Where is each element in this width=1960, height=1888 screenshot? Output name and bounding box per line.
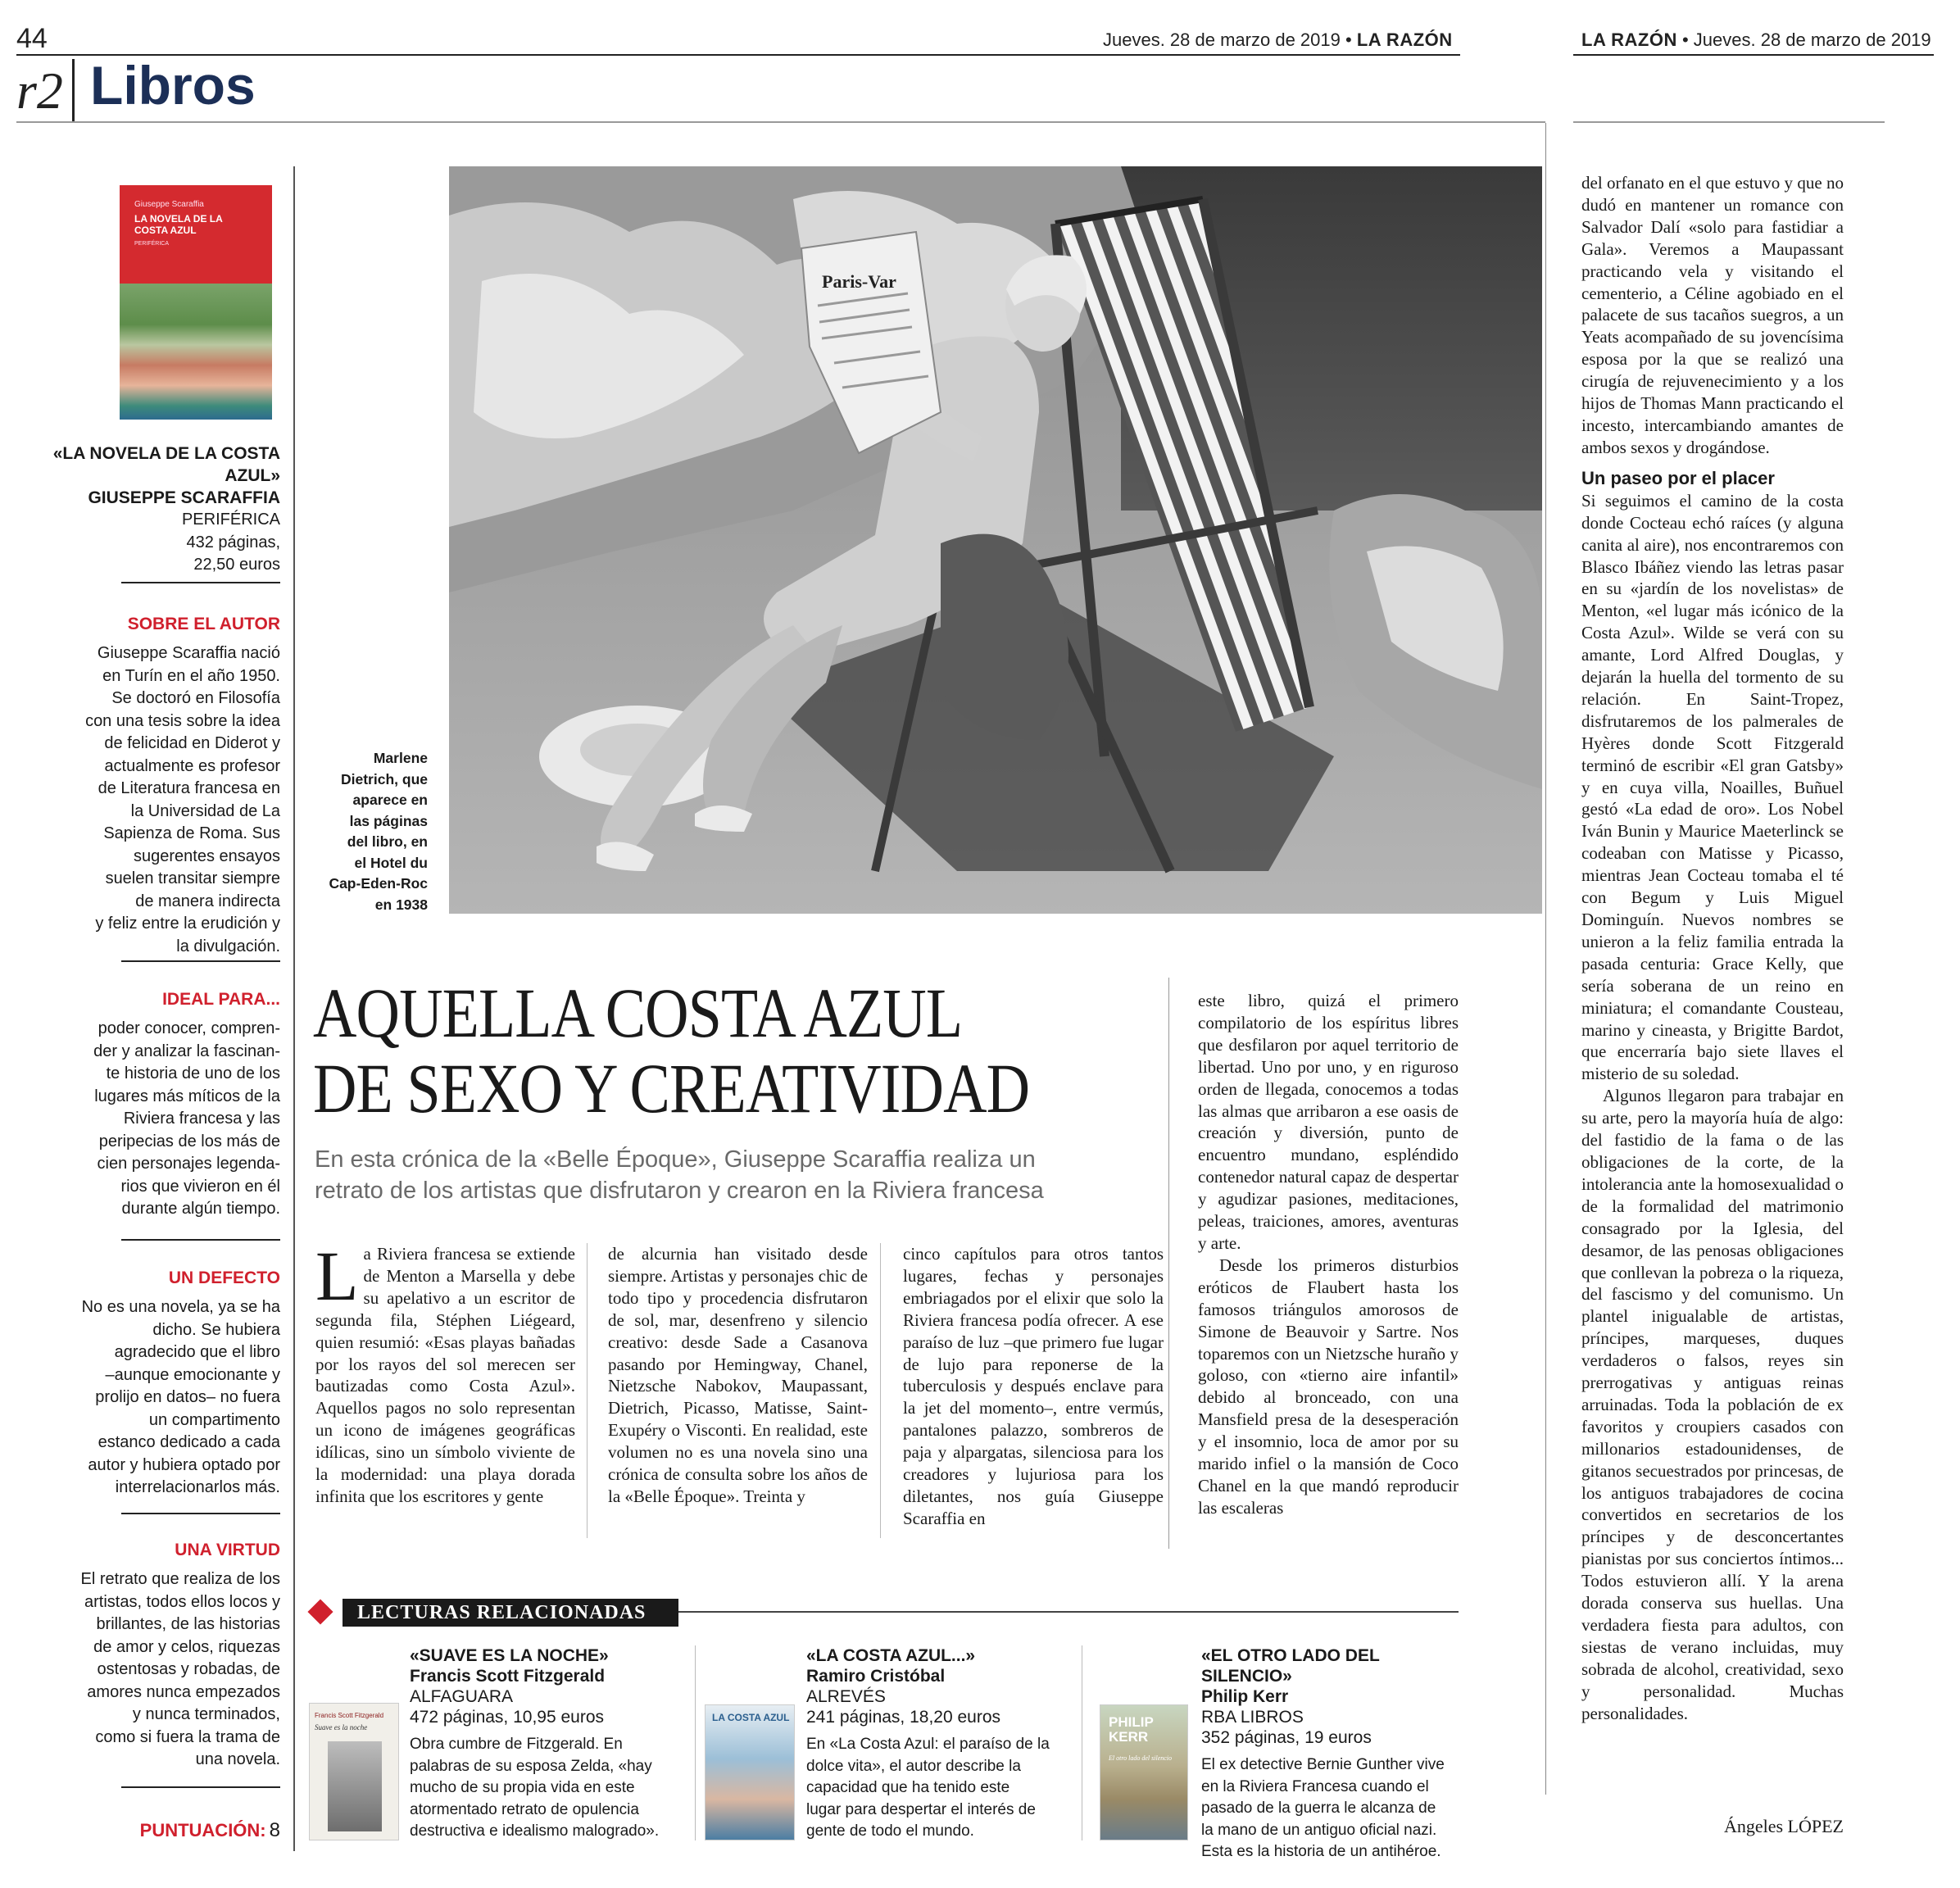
text-line: der y analizar la fascinan- — [93, 1042, 280, 1060]
column-rule — [1168, 978, 1169, 1549]
caption-line: en 1938 — [374, 896, 428, 913]
cover-title: Suave es la noche — [315, 1723, 368, 1731]
defect-text — [25, 1296, 280, 1500]
cover-title: LA COSTA AZUL — [712, 1712, 790, 1723]
text-line: como si fuera la trama de — [95, 1727, 280, 1746]
text-line: lugar para despertar el interés de — [806, 1800, 1036, 1818]
virtue-text — [25, 1568, 280, 1772]
caption-line: Dietrich, que — [341, 770, 428, 787]
text-line: No es una novela, ya se ha — [81, 1298, 280, 1316]
text-line: atormentado retrato de opulencia — [410, 1800, 639, 1818]
text-line: Esta es la historia de un antihéroe. — [1201, 1843, 1441, 1860]
related-title: «LA COSTA AZUL...» — [806, 1646, 976, 1665]
cover-title: LA NOVELA DE LA COSTA AZUL — [134, 213, 223, 236]
related-item-3 — [1201, 1645, 1463, 1863]
text-line: te historia de uno de los — [106, 1064, 280, 1082]
header-rule-bottom-right — [1573, 121, 1885, 123]
book-title: «LA NOVELA DE LA COSTA AZUL» — [52, 444, 280, 485]
text-line: dolce vita», el autor describe la — [806, 1757, 1021, 1775]
r2-logo — [16, 61, 63, 121]
caption-line: del libro, en — [347, 833, 428, 850]
text-line: y feliz entre la erudición y — [95, 914, 280, 933]
text-line: mucho de su propia vida en este — [410, 1779, 635, 1796]
related-details: 352 páginas, 19 euros — [1201, 1728, 1372, 1747]
text-line: con una tesis sobre la idea — [85, 711, 280, 730]
deck-line-1: En esta crónica de la «Belle Époque», Giuseppe Scaraffia realiza un — [315, 1146, 1036, 1173]
column-rule — [695, 1645, 696, 1840]
column-text: de alcurnia han visitado desde siempre. Artistas y personajes chic de todo tipo y procedencia disfrutaron de sol, mar, desenfreno y silencio creativo: desde Sade a Casanova pasando por Hemingway, Chanel, Nietzsche Nabokov, Maupassant, Dietrich, Picasso, Matisse, Saint-Exupéry o Visconti. En realidad, este volumen no es una novela sino una crónica de consulta sobre los años de la «Belle Époque». Treinta y — [608, 1244, 868, 1506]
header-rule-bottom-left — [16, 121, 1545, 123]
column-rule — [880, 1243, 881, 1538]
text-line: brillantes, de las historias — [96, 1615, 280, 1633]
text-line: la divulgación. — [176, 937, 280, 955]
caption-line: Marlene — [373, 750, 428, 766]
ideal-for-text — [25, 1018, 280, 1221]
score-label: PUNTUACIÓN: — [139, 1820, 266, 1840]
paragraph: del orfanato en el que estuvo y que no dudó en mantener un romance con Salvador Dalí «solo para fastidiar a Gala». Veremos a Maupassant practicando vela y visitando el cementerio, a Céline agobiado en el palacete de sus tacaños suegros, a un Yeats acompañado de su jovencísima esposa por la que se realizó una cirugía de rejuvenecimiento y a los hijos de Thomas Mann practicando el incesto, intercambiando amantes de ambos sexos y drogándose. — [1581, 173, 1844, 457]
newspaper-masthead: Paris-Var — [822, 271, 896, 292]
text-line: Riviera francesa y las — [123, 1110, 280, 1128]
headline-line-2: DE SEXO Y CREATIVIDAD — [313, 1049, 1030, 1128]
caption-line: el Hotel du — [354, 854, 428, 871]
cover-author: PHILIP KERR — [1109, 1714, 1154, 1745]
text-line: dicho. Se hubiera — [152, 1320, 280, 1339]
text-line: actualmente es profesor — [104, 756, 280, 775]
column-rule — [587, 1243, 588, 1538]
related-author: Philip Kerr — [1201, 1687, 1289, 1706]
paragraph: Si seguimos el camino de la costa donde Cocteau echó raíces (y alguna canita al aire), nos encontraremos con Blasco Ibáñez viendo las letras pasar en su «jardín de los novelistas» de Menton, «el lugar más icónico de la Costa Azul». Wilde se verá con su amante, Lord Alfred Douglas, y dejarán la huella del tormento de su relación. En Saint-Tropez, disfrutaremos de los palmerales de Hyères donde Scott Fitzgerald terminó de escribir «El gran Gatsby» y en cuya villa, Noailles, Buñuel gestó «La edad de oro». Los Nobel Iván Bunin y Maurice Maeterlinck se codeaban con Matisse y Picasso, mientras Jean Cocteau tomaba el té con Begum y Luis Miguel Dominguín. Nuevos nombres se unieron a la feliz familia entrada la pasada centuria: Grace Kelly, que sería soberana de un reino en miniatura; el comandante Cousteau, marino y cineasta, y Brigitte Bardot, que encerraría bajo siete llaves el misterio de su soledad. — [1581, 490, 1844, 1084]
text-line: interrelacionarlos más. — [115, 1478, 280, 1496]
text-line: ostentosas y robadas, de — [97, 1660, 280, 1678]
caption-line: aparece en — [352, 792, 428, 808]
text-line: El retrato que realiza de los — [80, 1570, 280, 1588]
column-text: a Riviera francesa se extiende de Menton a Marsella y debe su apelativo a un escritor de segunda fila, Stéphen Liégeard, quien resumió: «Esas playas bañadas por los rayos del sol merecen ser bautizadas como Costa Azul». Aquellos pagos no solo representan un icono de imágenes geográficas idílicas, sino un símbolo viviente de la modernidad: una playa dorada infinita que los escritores y gente — [315, 1244, 575, 1506]
logo-divider — [72, 59, 75, 123]
article-subhead: Un paseo por el placer — [1581, 467, 1775, 488]
text-line: El ex detective Bernie Gunther vive — [1201, 1756, 1445, 1773]
virtue-heading: UNA VIRTUD — [175, 1541, 280, 1559]
text-line: durante algún tiempo. — [121, 1200, 280, 1218]
defect-heading: UN DEFECTO — [168, 1268, 280, 1287]
text-line: suelen transitar siempre — [105, 869, 280, 887]
score-value: 8 — [269, 1819, 280, 1841]
book-publisher: PERIFÉRICA — [181, 511, 280, 529]
marlene-dietrich-photo — [449, 166, 1542, 914]
header-left-brand: LA RAZÓN — [1356, 30, 1453, 50]
header-right-date: Jueves. 28 de marzo de 2019 — [1693, 30, 1931, 50]
text-line: y nunca terminados, — [132, 1705, 280, 1723]
text-line: prolijo en datos– no fuera — [95, 1388, 280, 1406]
related-title: «SUAVE ES LA NOCHE» — [410, 1646, 609, 1665]
related-publisher: ALREVÉS — [806, 1687, 886, 1706]
cover-publisher: PERIFÉRICA — [134, 241, 170, 247]
text-line: destructiva e idealismo malogrado». — [410, 1822, 660, 1840]
header-right-dateline — [1581, 30, 1931, 51]
article-column-5 — [1581, 172, 1844, 1803]
text-line: agradecido que el libro — [114, 1343, 280, 1361]
related-details: 472 páginas, 10,95 euros — [410, 1708, 605, 1727]
article-column-1 — [315, 1243, 575, 1546]
text-line: pasado de la guerra le alcanza de — [1201, 1800, 1436, 1817]
header-right-brand: LA RAZÓN — [1581, 30, 1677, 50]
text-line: Obra cumbre de Fitzgerald. En — [410, 1736, 623, 1753]
text-line: gente de todo el mundo. — [806, 1822, 974, 1840]
related-description — [410, 1734, 688, 1843]
text-line: autor y hubiera optado por — [88, 1455, 280, 1474]
bullet: • — [1681, 30, 1694, 50]
related-description — [1201, 1754, 1463, 1863]
paragraph: este libro, quizá el primero compilatorio de los espíritus libres que desfilaron por aquel territorio de libertad. Uno por uno, y en riguroso orden de llegada, conocemos a todas las almas que arribaron a ese oasis de creación y diversión, punto de encuentro mundano, espléndido contenedor natural capaz de despertar y agudizar pasiones, meditaciones, peleas, traiciones, amores, aventuras y arte. — [1198, 991, 1459, 1253]
drop-cap: L — [315, 1243, 359, 1315]
text-line: de Literatura francesa en — [98, 779, 280, 797]
deck-line-2: retrato de los artistas que disfrutaron y crearon en la Riviera francesa — [315, 1178, 1044, 1204]
main-divider — [1545, 123, 1546, 1795]
about-author-text — [25, 642, 280, 958]
article-column-4 — [1198, 990, 1459, 1547]
paragraph: Desde los primeros disturbios eróticos de Flaubert hasta los famosos triángulos amorosos de Simone de Beauvoir y Sartre. Nos toparemos con un Nietzsche huraño y goloso, con «tierno aire infantil» debido al bronceado, con una Mansfield presa de la desesperación y el insomnio, loca de amor por su marido infiel o la mansión de Coco Chanel en la que mandó reproducir las escaleras — [1198, 1255, 1459, 1518]
page-number: 44 — [16, 23, 48, 54]
related-rule — [678, 1611, 1459, 1613]
about-author-heading: SOBRE EL AUTOR — [127, 615, 280, 633]
text-line: rios que vivieron en él — [120, 1177, 280, 1196]
diamond-icon — [307, 1599, 333, 1624]
text-line: la mano de un antiguo oficial nazi. — [1201, 1821, 1437, 1839]
sidebar-divider — [293, 166, 295, 1851]
related-details: 241 páginas, 18,20 euros — [806, 1708, 1001, 1727]
caption-line: las páginas — [349, 812, 428, 829]
book-pages: 432 páginas, — [186, 533, 280, 551]
sidebar-rule — [121, 1786, 280, 1788]
text-line: la Universidad de La — [130, 801, 280, 820]
logo-text: r2 — [16, 61, 63, 120]
text-line: en Turín en el año 1950. — [102, 666, 280, 685]
related-description — [806, 1734, 1077, 1843]
text-line: peripecias de los más de — [98, 1132, 280, 1150]
text-line: artistas, todos ellos locos y — [84, 1592, 280, 1611]
paragraph: Algunos llegaron para trabajar en su arte, pero la mayoría huía de algo: del fastidio de la fama o de las obligaciones de la corte, de la intolerancia ante la homosexualidad o de la formalidad del matrimonio consagrado por la Iglesia, del desamor, de las penosas obligaciones que conllevan la pobreza o la riqueza, del fascismo y del comunismo. Un plantel inigualable de artistas, príncipes, marqueses, duques verdaderos o falsos, reyes sin prerrogativas y antiguas reinas arruinadas. Toda la población de ex favoritos y croupiers casados con millonarios estadounidenses, de gitanos secuestrados por princesas, de los antiguos trabajadores de cocina convertidos en secretarios de los príncipes y de desconcertantes pianistas por sus conciertos íntimos... Todos estuvieron allí. Y la arena dorada conserva sus huellas. Una verdadera fiesta para adultos, con siestas de verano incluidas, muy sobrada de alcohol, creatividad, sexo y personalidad. Muchas personalidades. — [1581, 1086, 1844, 1723]
header-left-dateline — [1103, 30, 1453, 51]
text-line: de felicidad en Diderot y — [104, 734, 280, 752]
text-line: lugares más míticos de la — [94, 1087, 280, 1105]
related-cover-3 — [1100, 1704, 1188, 1840]
sidebar-rule — [121, 1513, 280, 1514]
cover-author: Giuseppe Scaraffia — [134, 200, 204, 209]
related-cover-1 — [309, 1703, 399, 1840]
sidebar-rule — [121, 960, 280, 962]
text-line: un compartimento — [148, 1410, 280, 1429]
related-title: «EL OTRO LADO DEL SILENCIO» — [1201, 1646, 1380, 1686]
related-item-1 — [410, 1645, 688, 1843]
text-line: de amor y celos, riquezas — [93, 1637, 280, 1656]
related-item-2 — [806, 1645, 1077, 1843]
article-signature: Ángeles LÓPEZ — [1723, 1816, 1844, 1836]
related-banner: LECTURAS RELACIONADAS — [343, 1599, 678, 1627]
related-publisher: ALFAGUARA — [410, 1687, 514, 1706]
sidebar-rule — [121, 582, 280, 583]
bullet: • — [1345, 30, 1357, 50]
cover-beach-photo — [120, 284, 272, 420]
header-rule-top-right — [1573, 54, 1934, 56]
text-line: una novela. — [195, 1750, 280, 1768]
caption-line: Cap-Eden-Roc — [329, 875, 428, 892]
related-cover-2 — [705, 1704, 795, 1840]
related-author: Francis Scott Fitzgerald — [410, 1667, 606, 1686]
book-info — [25, 442, 280, 577]
text-line: Se doctoró en Filosofía — [111, 689, 280, 707]
sidebar-rule — [121, 1239, 280, 1241]
book-author: GIUSEPPE SCARAFFIA — [88, 488, 280, 507]
text-line: Giuseppe Scaraffia nació — [97, 644, 280, 662]
ideal-for-heading: IDEAL PARA... — [162, 990, 280, 1009]
book-price: 22,50 euros — [193, 556, 280, 574]
cover-figure — [328, 1741, 382, 1831]
text-line: estanco dedicado a cada — [98, 1433, 280, 1451]
text-line: palabras de su esposa Zelda, «hay — [410, 1757, 652, 1775]
text-line: capacidad que ha tenido este — [806, 1779, 1010, 1796]
score — [82, 1819, 280, 1842]
photo-caption — [302, 748, 428, 915]
column-text: cinco capítulos para otros tantos lugares, fechas y personajes embriagados por el elixir que solo la Riviera francesa podía ofrecer. A ese paraíso de luz –que primero fue lugar de lujo para reponerse de la tuberculosis y después enclave para la jet del momento–, entre vermús, pantalones palazzo, sombreros de paja y alpargatas, silenciosa para los creadores y lujuriosa para los diletantes, nos guía Giuseppe Scaraffia en — [903, 1244, 1164, 1528]
header-left-date: Jueves. 28 de marzo de 2019 — [1103, 30, 1341, 50]
article-column-2 — [608, 1243, 868, 1546]
cover-title: El otro lado del silencio — [1109, 1754, 1173, 1762]
photo-illustration — [449, 166, 1542, 914]
headline-line-1: AQUELLA COSTA AZUL — [313, 974, 963, 1052]
text-line: de manera indirecta — [135, 892, 280, 910]
text-line: –aunque emocionante y — [105, 1365, 280, 1384]
text-line: sugerentes ensayos — [133, 846, 280, 865]
text-line: amores nunca empezados — [87, 1682, 280, 1701]
text-line: En «La Costa Azul: el paraíso de la — [806, 1736, 1050, 1753]
article-column-3 — [903, 1243, 1164, 1546]
text-line: Sapienza de Roma. Sus — [103, 824, 280, 842]
text-line: en la Riviera Francesa cuando el — [1201, 1777, 1429, 1795]
text-line: cien personajes legenda- — [97, 1155, 280, 1173]
related-publisher: RBA LIBROS — [1201, 1708, 1304, 1727]
related-author: Ramiro Cristóbal — [806, 1667, 946, 1686]
section-title: Libros — [90, 55, 256, 116]
book-cover — [120, 185, 272, 420]
cover-author: Francis Scott Fitzgerald — [315, 1712, 384, 1719]
text-line: poder conocer, compren- — [98, 1019, 280, 1037]
